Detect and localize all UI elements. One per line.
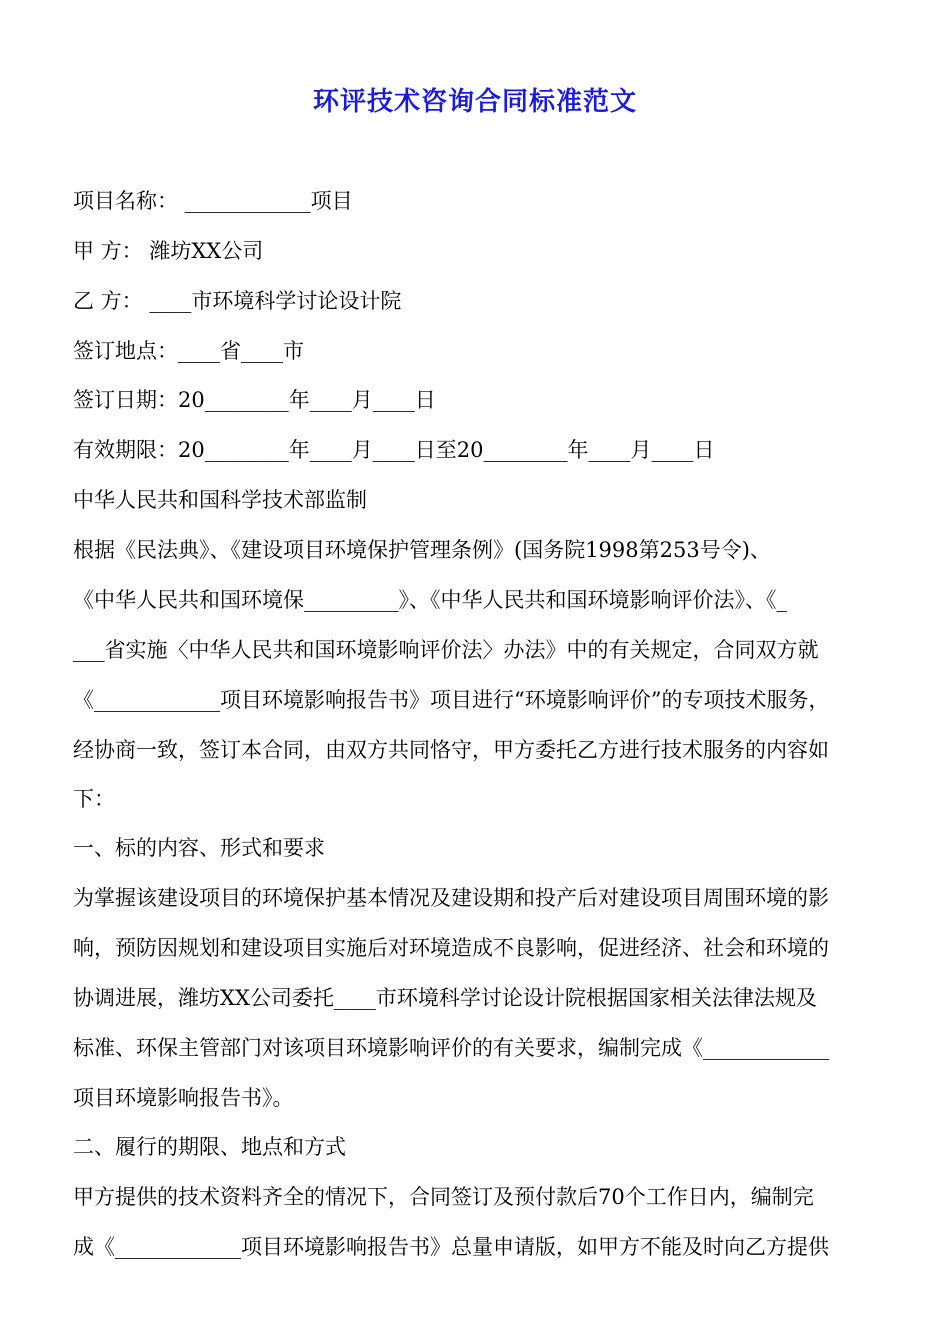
signing-date-line: 签订日期：20________年____月____日	[73, 388, 436, 412]
party-b-line: 乙 方： ____市环境科学讨论设计院	[73, 289, 402, 313]
body-line: 响，预防因规划和建设项目实施后对环境造成不良影响，促进经济、社会和环境的	[73, 936, 829, 960]
signing-place-line: 签订地点：____省____市	[73, 339, 304, 363]
body-line: 成《____________项目环境影响报告书》总量申请版，如甲方不能及时向乙方提供	[73, 1235, 829, 1259]
body-line: 《____________项目环境影响报告书》项目进行“环境影响评价”的专项技术服务，	[73, 688, 830, 712]
body-line: 协调进展，潍坊XX公司委托____市环境科学讨论设计院根据国家相关法律法规及	[73, 986, 817, 1010]
body-line: 下：	[73, 787, 115, 811]
body-line: 经协商一致，签订本合同，由双方共同恪守，甲方委托乙方进行技术服务的内容如	[73, 738, 829, 762]
document-title: 环评技术咨询合同标准范文	[312, 87, 637, 117]
body-line: 甲方提供的技术资料齐全的情况下，合同签订及预付款后70个工作日内，编制完	[73, 1185, 814, 1209]
validity-period-line: 有效期限：20________年____月____日至20________年____月____日	[73, 438, 715, 462]
project-name-line: 项目名称： ____________项目	[73, 189, 353, 213]
supervisor-line: 中华人民共和国科学技术部监制	[73, 488, 367, 512]
body-line: 根据《民法典》、《建设项目环境保护管理条例》(国务院1998第253号令)、	[73, 538, 771, 562]
section-heading-2: 二、履行的期限、地点和方式	[73, 1135, 346, 1159]
body-line: 项目环境影响报告书》。	[73, 1086, 294, 1110]
section-heading-1: 一、标的内容、形式和要求	[73, 836, 325, 860]
body-line: ___省实施〈中华人民共和国环境影响评价法〉办法》中的有关规定，合同双方就	[73, 638, 819, 662]
body-line: 《中华人民共和国环境保_________》、《中华人民共和国环境影响评价法》、《_	[73, 588, 787, 612]
party-a-line: 甲 方： 潍坊XX公司	[73, 239, 264, 263]
body-line: 为掌握该建设项目的环境保护基本情况及建设期和投产后对建设项目周围环境的影	[73, 886, 829, 910]
body-line: 标准、环保主管部门对该项目环境影响评价的有关要求，编制完成《____________	[73, 1036, 829, 1060]
